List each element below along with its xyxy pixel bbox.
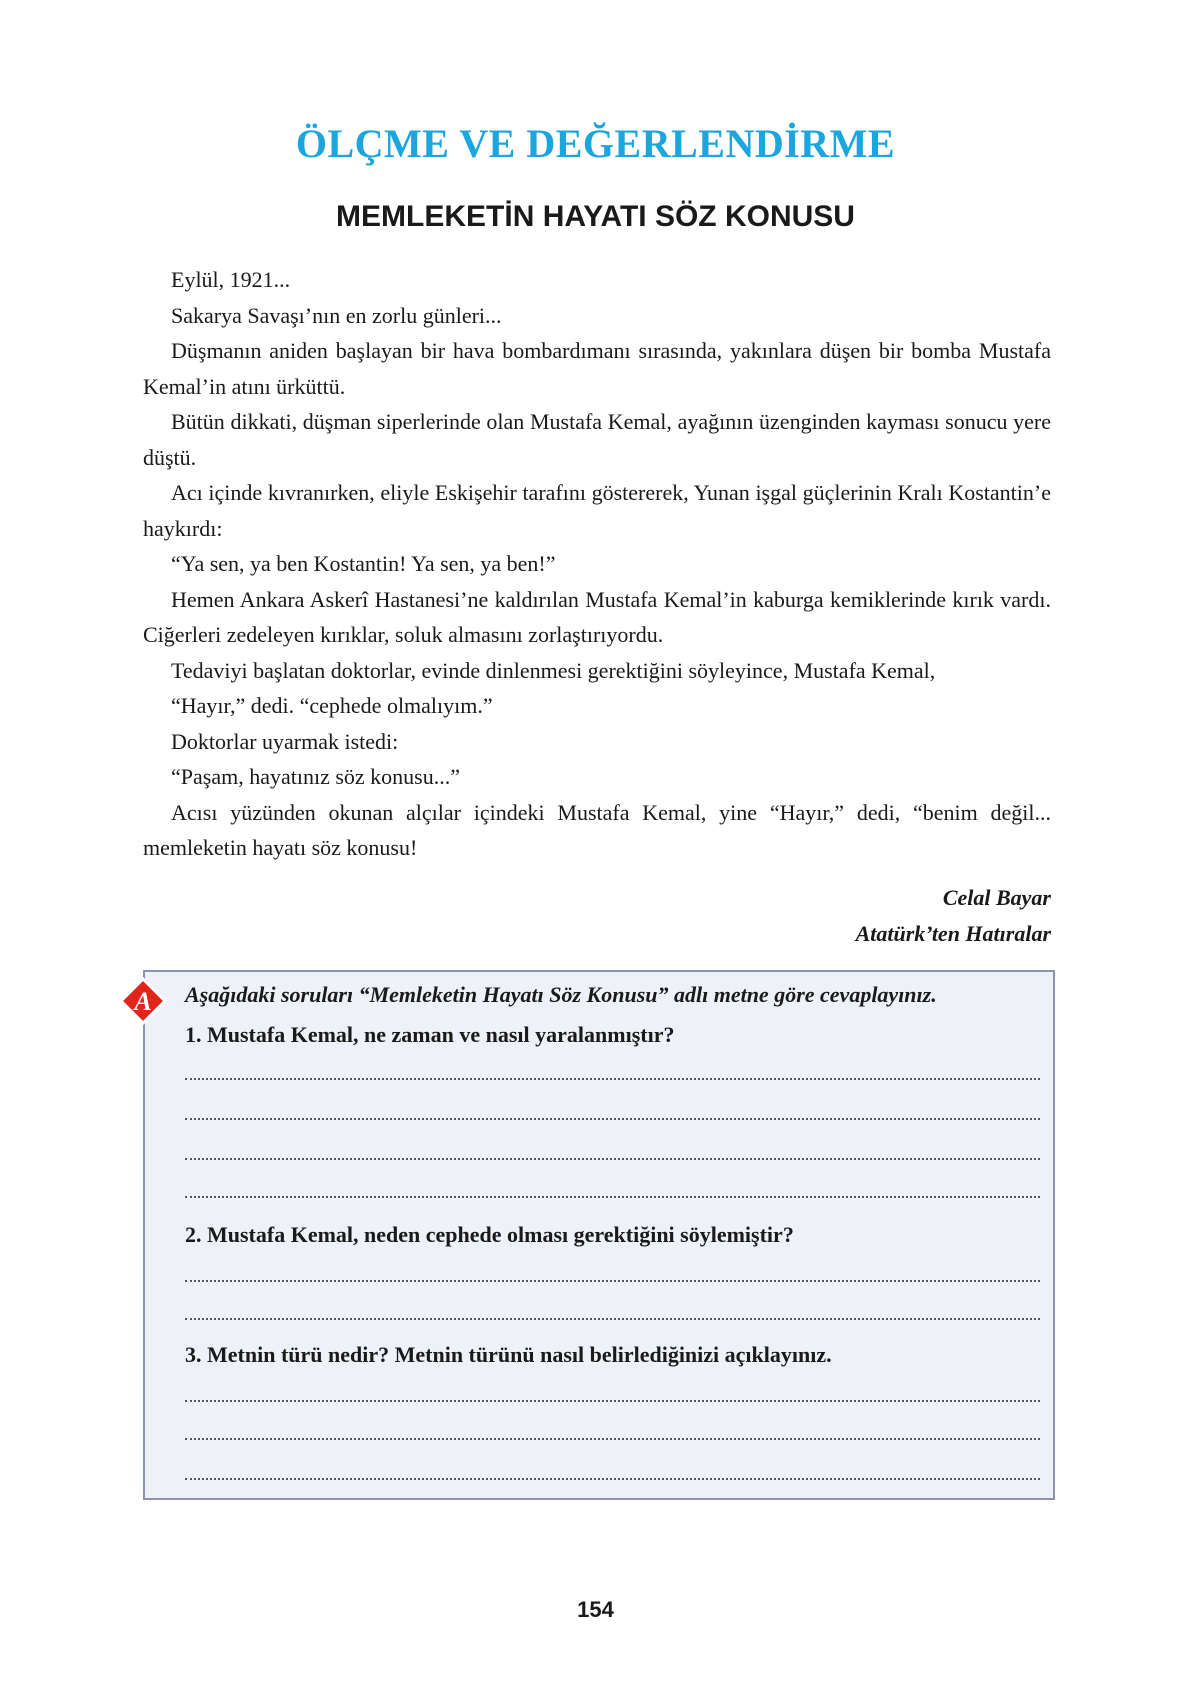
source-book: Atatürk’ten Hatıralar [855,921,1051,946]
answer-line-q2[interactable] [185,1280,1040,1282]
story-paragraph: Düşmanın aniden başlayan bir hava bombardımanı sırasında, yakınlara düşen bir bomba Mustafa Kemal’in atını ürküttü. [143,338,1051,399]
story-text [143,262,1051,866]
question-3: 3. Metnin türü nedir? Metnin türünü nasıl belirlediğinizi açıklayınız. [185,1342,832,1367]
story-paragraph: “Ya sen, ya ben Kostantin! Ya sen, ya ben!” [171,551,556,576]
story-paragraph: “Paşam, hayatınız söz konusu...” [171,764,460,789]
page-heading: ÖLÇME VE DEĞERLENDİRME [295,121,896,166]
story-title: MEMLEKETİN HAYATI SÖZ KONUSU [336,200,855,233]
page-number: 154 [577,1597,614,1622]
story-paragraph: Eylül, 1921... [171,267,291,292]
answer-line-q3[interactable] [185,1478,1040,1480]
question-1: 1. Mustafa Kemal, ne zaman ve nasıl yaralanmıştır? [185,1022,675,1047]
answer-line-q1[interactable] [185,1078,1040,1080]
section-instruction: Aşağıdaki soruları “Memleketin Hayatı Söz Konusu” adlı metne göre cevaplayınız. [185,982,937,1007]
section-badge [117,975,169,1027]
answer-line-q1[interactable] [185,1158,1040,1160]
story-paragraph: Tedaviyi başlatan doktorlar, evinde dinlenmesi gerektiğini söyleyince, Mustafa Kemal, [171,657,936,683]
story-source [856,880,1051,952]
story-paragraph: Sakarya Savaşı’nın en zorlu günleri... [171,302,502,328]
answer-line-q1[interactable] [185,1118,1040,1120]
diamond-badge-icon [117,975,169,1027]
story-paragraph: Acısı yüzünden okunan alçılar içindeki Mustafa Kemal, yine “Hayır,” dedi, “benim değil... memleketin hayatı söz konusu! [143,799,1051,860]
story-paragraph: Hemen Ankara Askerî Hastanesi’ne kaldırılan Mustafa Kemal’in kaburga kemiklerinde kırık vardı. Ciğerleri zedeleyen kırıklar, soluk almasını zorlaştırıyordu. [143,586,1051,647]
question-2: 2. Mustafa Kemal, neden cephede olması gerektiğini söylemiştir? [185,1222,794,1247]
answer-line-q3[interactable] [185,1400,1040,1402]
story-paragraph: Bütün dikkati, düşman siperlerinde olan Mustafa Kemal, ayağının üzenginden kayması sonucu yere düştü. [143,409,1051,470]
answer-line-q1[interactable] [185,1196,1040,1198]
story-paragraph: “Hayır,” dedi. “cephede olmalıyım.” [171,693,493,718]
answer-line-q3[interactable] [185,1438,1040,1440]
story-paragraph: Doktorlar uyarmak istedi: [171,728,399,754]
badge-letter: A [134,987,152,1016]
source-author: Celal Bayar [942,885,1051,910]
answer-line-q2[interactable] [185,1318,1040,1320]
story-paragraph: Acı içinde kıvranırken, eliyle Eskişehir tarafını göstererek, Yunan işgal güçlerinin Kralı Kostantin’e haykırdı: [143,480,1051,541]
